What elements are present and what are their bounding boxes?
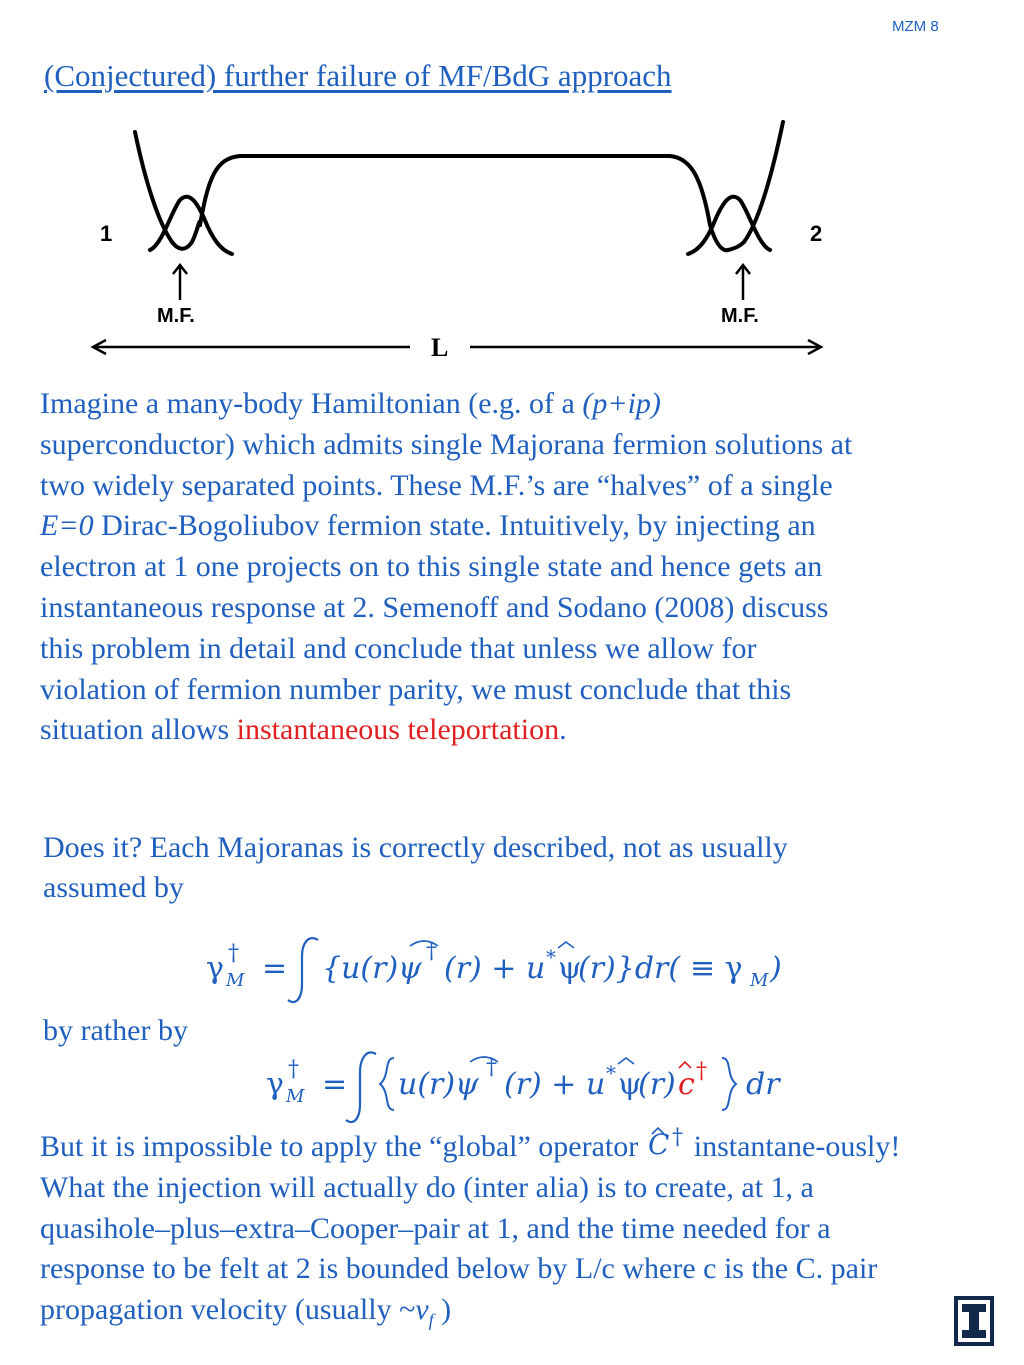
svg-text:γ: γ bbox=[206, 951, 224, 986]
fermi-velocity-symbol: $v_f$ bbox=[415, 1293, 434, 1331]
equation-usual-majorana bbox=[200, 928, 840, 1008]
svg-text:†: † bbox=[288, 1057, 299, 1082]
svg-text:(r) + u: (r) + u bbox=[444, 951, 546, 986]
svg-text:(r)}dr(: (r)}dr( bbox=[578, 951, 681, 986]
svg-text:ψ: ψ bbox=[558, 951, 582, 986]
svg-text:†: † bbox=[486, 1055, 497, 1080]
label-1: 1 bbox=[100, 221, 113, 246]
slide-number: MZM 8 bbox=[892, 18, 939, 35]
right-wall-curve bbox=[744, 122, 783, 242]
left-plateau-curve bbox=[200, 156, 710, 225]
right-wavepacket-b bbox=[710, 225, 744, 250]
svg-text:=: = bbox=[322, 1067, 348, 1102]
svg-text:c: c bbox=[678, 1067, 695, 1102]
svg-text:†: † bbox=[696, 1059, 707, 1084]
svg-text:M: M bbox=[226, 970, 245, 991]
paragraph-does-it: Does it? Each Majoranas is correctly described, not as usually assumed by bbox=[43, 831, 788, 904]
label-2: 2 bbox=[810, 221, 823, 246]
svg-text:†: † bbox=[228, 941, 239, 966]
zero-energy-term: E=0 bbox=[40, 509, 94, 543]
paragraph-hamiltonian: Imagine a many-body Hamiltonian (e.g. of a (p+ip) superconductor) which admits single Majorana fermion solutions at two widely separated points. These M.F.’s are “halves” of a single E=0 Dirac-Bogoliubov fermion state. Intuitively, by injecting an electron at 1 one projects on to this single state and hence gets an instantaneous response at 2. Semenoff and Sodano (2008) discuss this problem in detail and conclude that unless we allow for violation of fermion number parity, we must conclude that this situation allows instantaneous teleportation. bbox=[40, 387, 853, 747]
mf-label-right: M.F. bbox=[721, 305, 759, 327]
length-label: L bbox=[431, 333, 449, 362]
svg-text:M: M bbox=[750, 970, 769, 991]
svg-text:dr: dr bbox=[746, 1067, 780, 1102]
majorana-wire-diagram bbox=[80, 110, 840, 372]
svg-text:*: * bbox=[546, 945, 556, 969]
pip-term: (p+ip) bbox=[582, 387, 661, 420]
svg-text:=: = bbox=[262, 951, 288, 986]
svg-text:u(r)ψ: u(r)ψ bbox=[398, 1067, 479, 1102]
svg-text:(r) + u: (r) + u bbox=[504, 1067, 606, 1102]
svg-text:*: * bbox=[606, 1061, 616, 1085]
by-rather-by: by rather by bbox=[43, 1014, 188, 1047]
svg-text:†: † bbox=[426, 939, 437, 964]
svg-text:M: M bbox=[286, 1086, 305, 1107]
c-hat-dagger-operator bbox=[646, 1126, 694, 1160]
mf-label-left: M.F. bbox=[157, 305, 195, 327]
slide-title: (Conjectured) further failure of MF/BdG approach bbox=[44, 58, 672, 93]
svg-text:γ: γ bbox=[266, 1067, 284, 1102]
university-logo-icon bbox=[954, 1296, 994, 1346]
svg-text:(r): (r) bbox=[638, 1067, 676, 1102]
svg-text:{u(r)ψ: {u(r)ψ bbox=[322, 951, 422, 986]
right-wavepacket-a bbox=[688, 197, 770, 254]
left-wavepacket-b bbox=[172, 222, 200, 249]
equation-corrected-majorana bbox=[260, 1046, 820, 1126]
teleportation-highlight: instantaneous teleportation bbox=[236, 713, 560, 747]
svg-text:): ) bbox=[770, 951, 782, 986]
svg-text:C: C bbox=[647, 1128, 670, 1160]
svg-text:ψ: ψ bbox=[618, 1067, 642, 1102]
svg-text:≡ γ: ≡ γ bbox=[690, 951, 743, 986]
paragraph-global-operator: But it is impossible to apply the “global” operator C † instantane-ously! What the injection will actually do (inter alia) is to create, at 1, a quasihole–plus–extra–Cooper–pair at 1, and the time needed for a response to be felt at 2 is bounded below by L/c where c is the C. pair propagation velocity (usually $\sim v_f$ ) bbox=[40, 1126, 901, 1331]
svg-text:†: † bbox=[671, 1126, 683, 1150]
